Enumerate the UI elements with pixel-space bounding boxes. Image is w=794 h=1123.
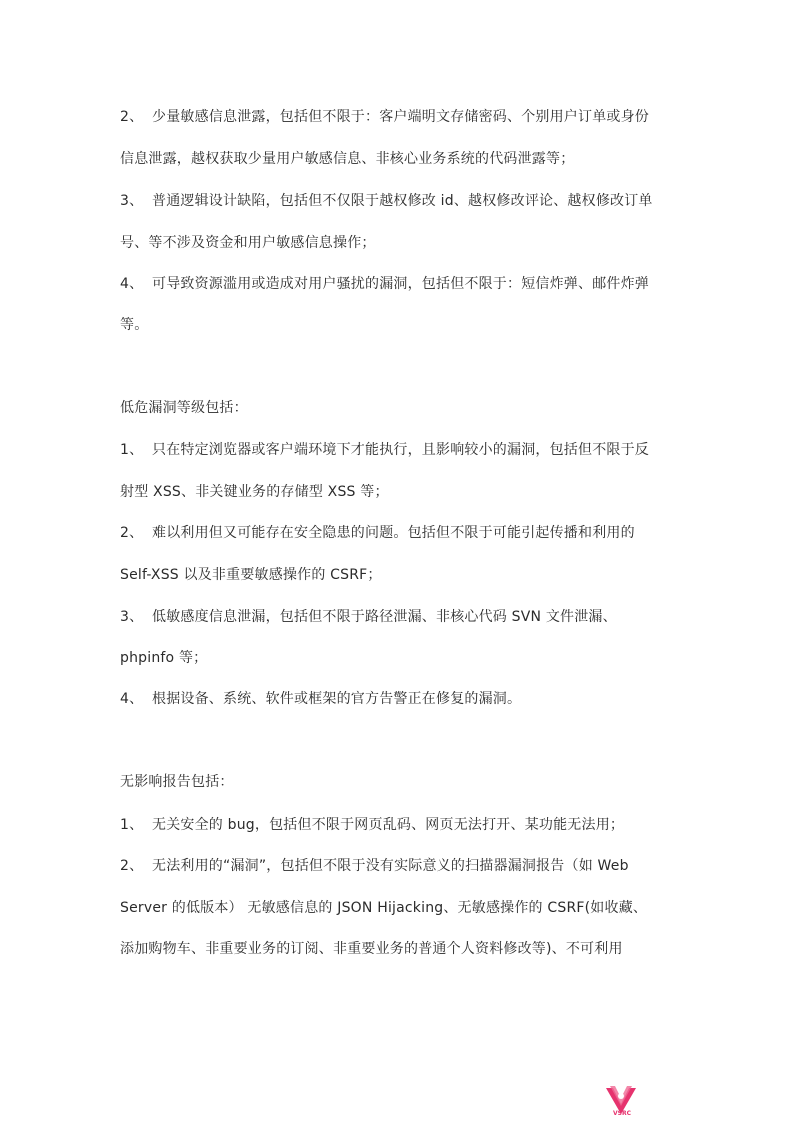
text-line: 添加购物车、非重要业务的订阅、非重要业务的普通个人资料修改等)、不可利用: [120, 941, 623, 957]
text-line: 4、 根据设备、系统、软件或框架的官方告警正在修复的漏洞。: [120, 691, 522, 707]
text-line: 2、 难以利用但又可能存在安全隐患的问题。包括但不限于可能引起传播和利用的: [120, 525, 635, 541]
text-line: Self-XSS 以及非重要敏感操作的 CSRF；: [120, 567, 382, 583]
text-line: 等。: [120, 317, 149, 333]
text-line: Server 的低版本） 无敏感信息的 JSON Hijacking、无敏感操作的 CSRF(如收藏、: [120, 900, 648, 916]
text-line: 信息泄露，越权获取少量用户敏感信息、非核心业务系统的代码泄露等；: [120, 151, 575, 167]
text-line: 4、 可导致资源滥用或造成对用户骚扰的漏洞，包括但不限于：短信炸弹、邮件炸弹: [120, 276, 649, 292]
text-line: 2、 无法利用的“漏洞”，包括但不限于没有实际意义的扫描器漏洞报告（如 Web: [120, 858, 629, 874]
text-line: phpinfo 等；: [120, 650, 208, 666]
document-page: [120, 0, 680, 1123]
text-line: 3、 低敏感度信息泄漏，包括但不限于路径泄漏、非核心代码 SVN 文件泄漏、: [120, 609, 617, 625]
logo-text: VSRC: [613, 1110, 631, 1117]
text-line: 号、等不涉及资金和用户敏感信息操作；: [120, 235, 376, 251]
section-heading: 无影响报告包括：: [120, 774, 234, 790]
text-line: 2、 少量敏感信息泄露，包括但不限于：客户端明文存储密码、个别用户订单或身份: [120, 109, 649, 125]
text-line: 射型 XSS、非关键业务的存储型 XSS 等；: [120, 484, 389, 500]
section-heading: 低危漏洞等级包括：: [120, 400, 248, 416]
text-line: 3、 普通逻辑设计缺陷，包括但不仅限于越权修改 id、越权修改评论、越权修改订单: [120, 193, 653, 209]
text-line: 1、 无关安全的 bug，包括但不限于网页乱码、网页无法打开、某功能无法用；: [120, 817, 625, 833]
text-line: 1、 只在特定浏览器或客户端环境下才能执行，且影响较小的漏洞，包括但不限于反: [120, 442, 649, 458]
